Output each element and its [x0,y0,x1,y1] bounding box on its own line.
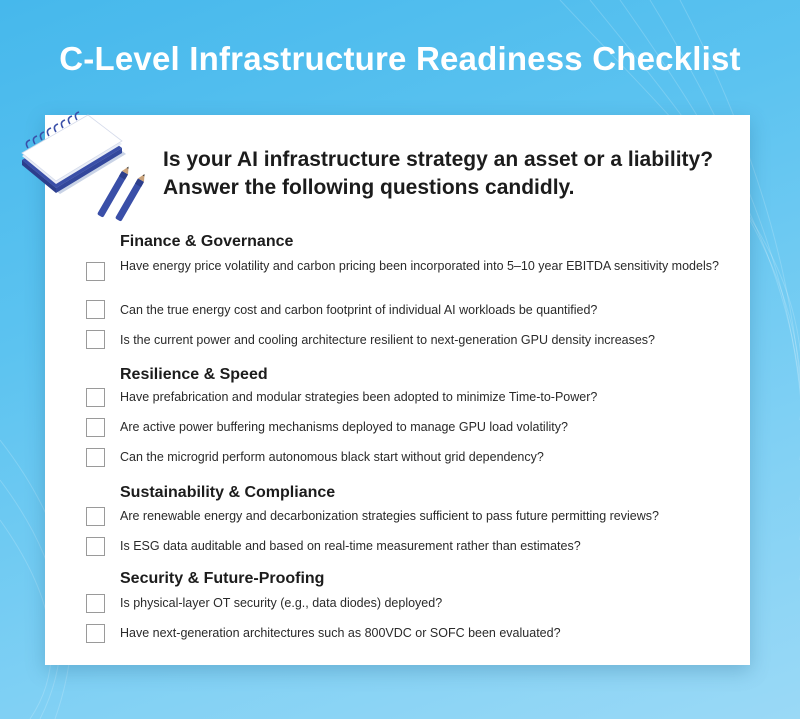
intro-line-2: Answer the following questions candidly. [163,176,575,199]
checklist-item-text: Are active power buffering mechanisms deployed to manage GPU load volatility? [120,420,568,434]
checklist-item[interactable] [86,448,726,488]
intro-heading [163,146,763,202]
empty-checkbox-icon[interactable] [86,594,105,613]
checklist-item-text: Are renewable energy and decarbonization strategies sufficient to pass future permitting reviews? [120,509,659,523]
checklist-item[interactable] [86,624,726,664]
checklist-item-text: Have energy price volatility and carbon pricing been incorporated into 5–10 year EBITDA sensitivity models? [120,259,719,273]
checklist-item-text: Can the microgrid perform autonomous black start without grid dependency? [120,450,544,464]
checklist-item-text: Have next-generation architectures such as 800VDC or SOFC been evaluated? [120,626,561,640]
notepad-with-pens-icon [14,108,164,228]
intro-line-1: Is your AI infrastructure strategy an asset or a liability? [163,148,714,171]
section-title-security-future-proofing: Security & Future-Proofing [120,570,325,587]
empty-checkbox-icon[interactable] [86,300,105,319]
checklist-item-text: Have prefabrication and modular strategies been adopted to minimize Time-to-Power? [120,390,598,404]
checklist-item-text: Can the true energy cost and carbon footprint of individual AI workloads be quantified? [120,303,598,317]
checklist-item[interactable] [86,330,726,370]
empty-checkbox-icon[interactable] [86,624,105,643]
empty-checkbox-icon[interactable] [86,507,105,526]
empty-checkbox-icon[interactable] [86,262,105,281]
checklist-item-text: Is the current power and cooling architecture resilient to next-generation GPU density increases? [120,333,656,347]
empty-checkbox-icon[interactable] [86,418,105,437]
checklist-item-text: Is ESG data auditable and based on real-time measurement rather than estimates? [120,539,581,553]
checklist-item-text: Is physical-layer OT security (e.g., data diodes) deployed? [120,596,443,610]
section-title-sustainability-compliance: Sustainability & Compliance [120,484,336,501]
empty-checkbox-icon[interactable] [86,330,105,349]
empty-checkbox-icon[interactable] [86,537,105,556]
empty-checkbox-icon[interactable] [86,448,105,467]
section-title-finance-governance: Finance & Governance [120,233,294,250]
section-title-resilience-speed: Resilience & Speed [120,366,268,383]
checklist-item[interactable] [86,258,726,298]
page-title: C-Level Infrastructure Readiness Checklist [59,40,741,77]
empty-checkbox-icon[interactable] [86,388,105,407]
